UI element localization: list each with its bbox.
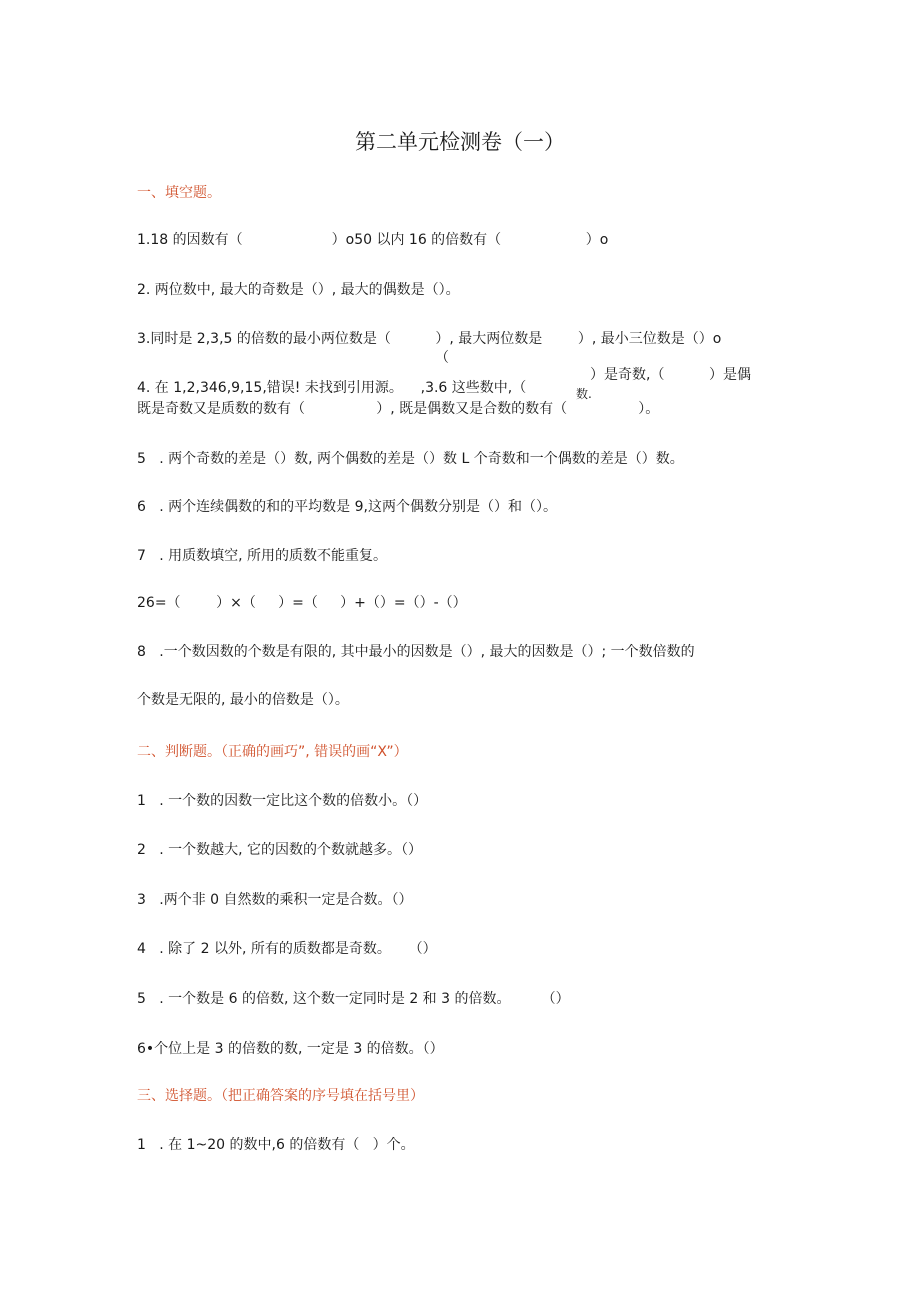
question-1-4: 4. 在 1,2,346,9,15,错误! 未找到引用源。 ,3.6 这些数中,（ [137,380,527,396]
choice-item-1: 1 . 在 1~20 的数中,6 的倍数有（ ）个。 [137,1137,415,1153]
judge-item-2: 2 . 一个数越大, 它的因数的个数就越多。（） [137,842,423,858]
judge-item-5: 5 . 一个数是 6 的倍数, 这个数一定同时是 2 和 3 的倍数。 （） [137,991,570,1007]
question-1-4-right: ）是奇数,（ ）是偶 [590,367,751,383]
section-heading-multiple-choice: 三、选择题。（把正确答案的序号填在括号里） [137,1088,424,1104]
question-1-1: 1.18 的因数有（ ）o50 以内 16 的倍数有（ ）o [137,232,609,248]
question-1-3: 3.同时是 2,3,5 的倍数的最小两位数是（ ）, 最大两位数是 ）, 最小三位数是（）o [137,331,722,347]
judge-item-6: 6•个位上是 3 的倍数的数, 一定是 3 的倍数。（） [137,1041,444,1057]
section-heading-true-false: 二、判断题。（正确的画巧”, 错误的画“X”） [137,744,408,760]
question-1-4-line2: 既是奇数又是质数的数有（ ）, 既是偶数又是合数的数有（ ）。 [137,401,660,417]
judge-item-3: 3 .两个非 0 自然数的乘积一定是合数。（） [137,892,413,908]
question-1-7: 7 . 用质数填空, 所用的质数不能重复。 [137,548,388,564]
page-title: 第二单元检测卷（一） [355,130,565,154]
judge-item-1: 1 . 一个数的因数一定比这个数的倍数小。（） [137,793,428,809]
question-1-8-line2: 个数是无限的, 最小的倍数是（）。 [137,692,349,708]
question-1-2: 2. 两位数中, 最大的奇数是（）, 最大的偶数是（）。 [137,282,460,298]
question-1-7-equation: 26=（ ）×（ ）=（ ）+（）=（）-（） [137,595,467,611]
question-1-5: 5 . 两个奇数的差是（）数, 两个偶数的差是（）数 L 个奇数和一个偶数的差是（）数。 [137,451,684,467]
question-1-4-paren: （ [435,350,449,366]
section-heading-fill-in: 一、填空题。 [137,185,221,201]
question-1-6: 6 . 两个连续偶数的和的平均数是 9,这两个偶数分别是（）和（）。 [137,499,557,515]
judge-item-4: 4 . 除了 2 以外, 所有的质数都是奇数。 （） [137,941,437,957]
question-1-4-fragment: 数. [576,387,592,401]
question-1-8: 8 .一个数因数的个数是有限的, 其中最小的因数是（）, 最大的因数是（）; 一个数倍数的 [137,644,695,660]
